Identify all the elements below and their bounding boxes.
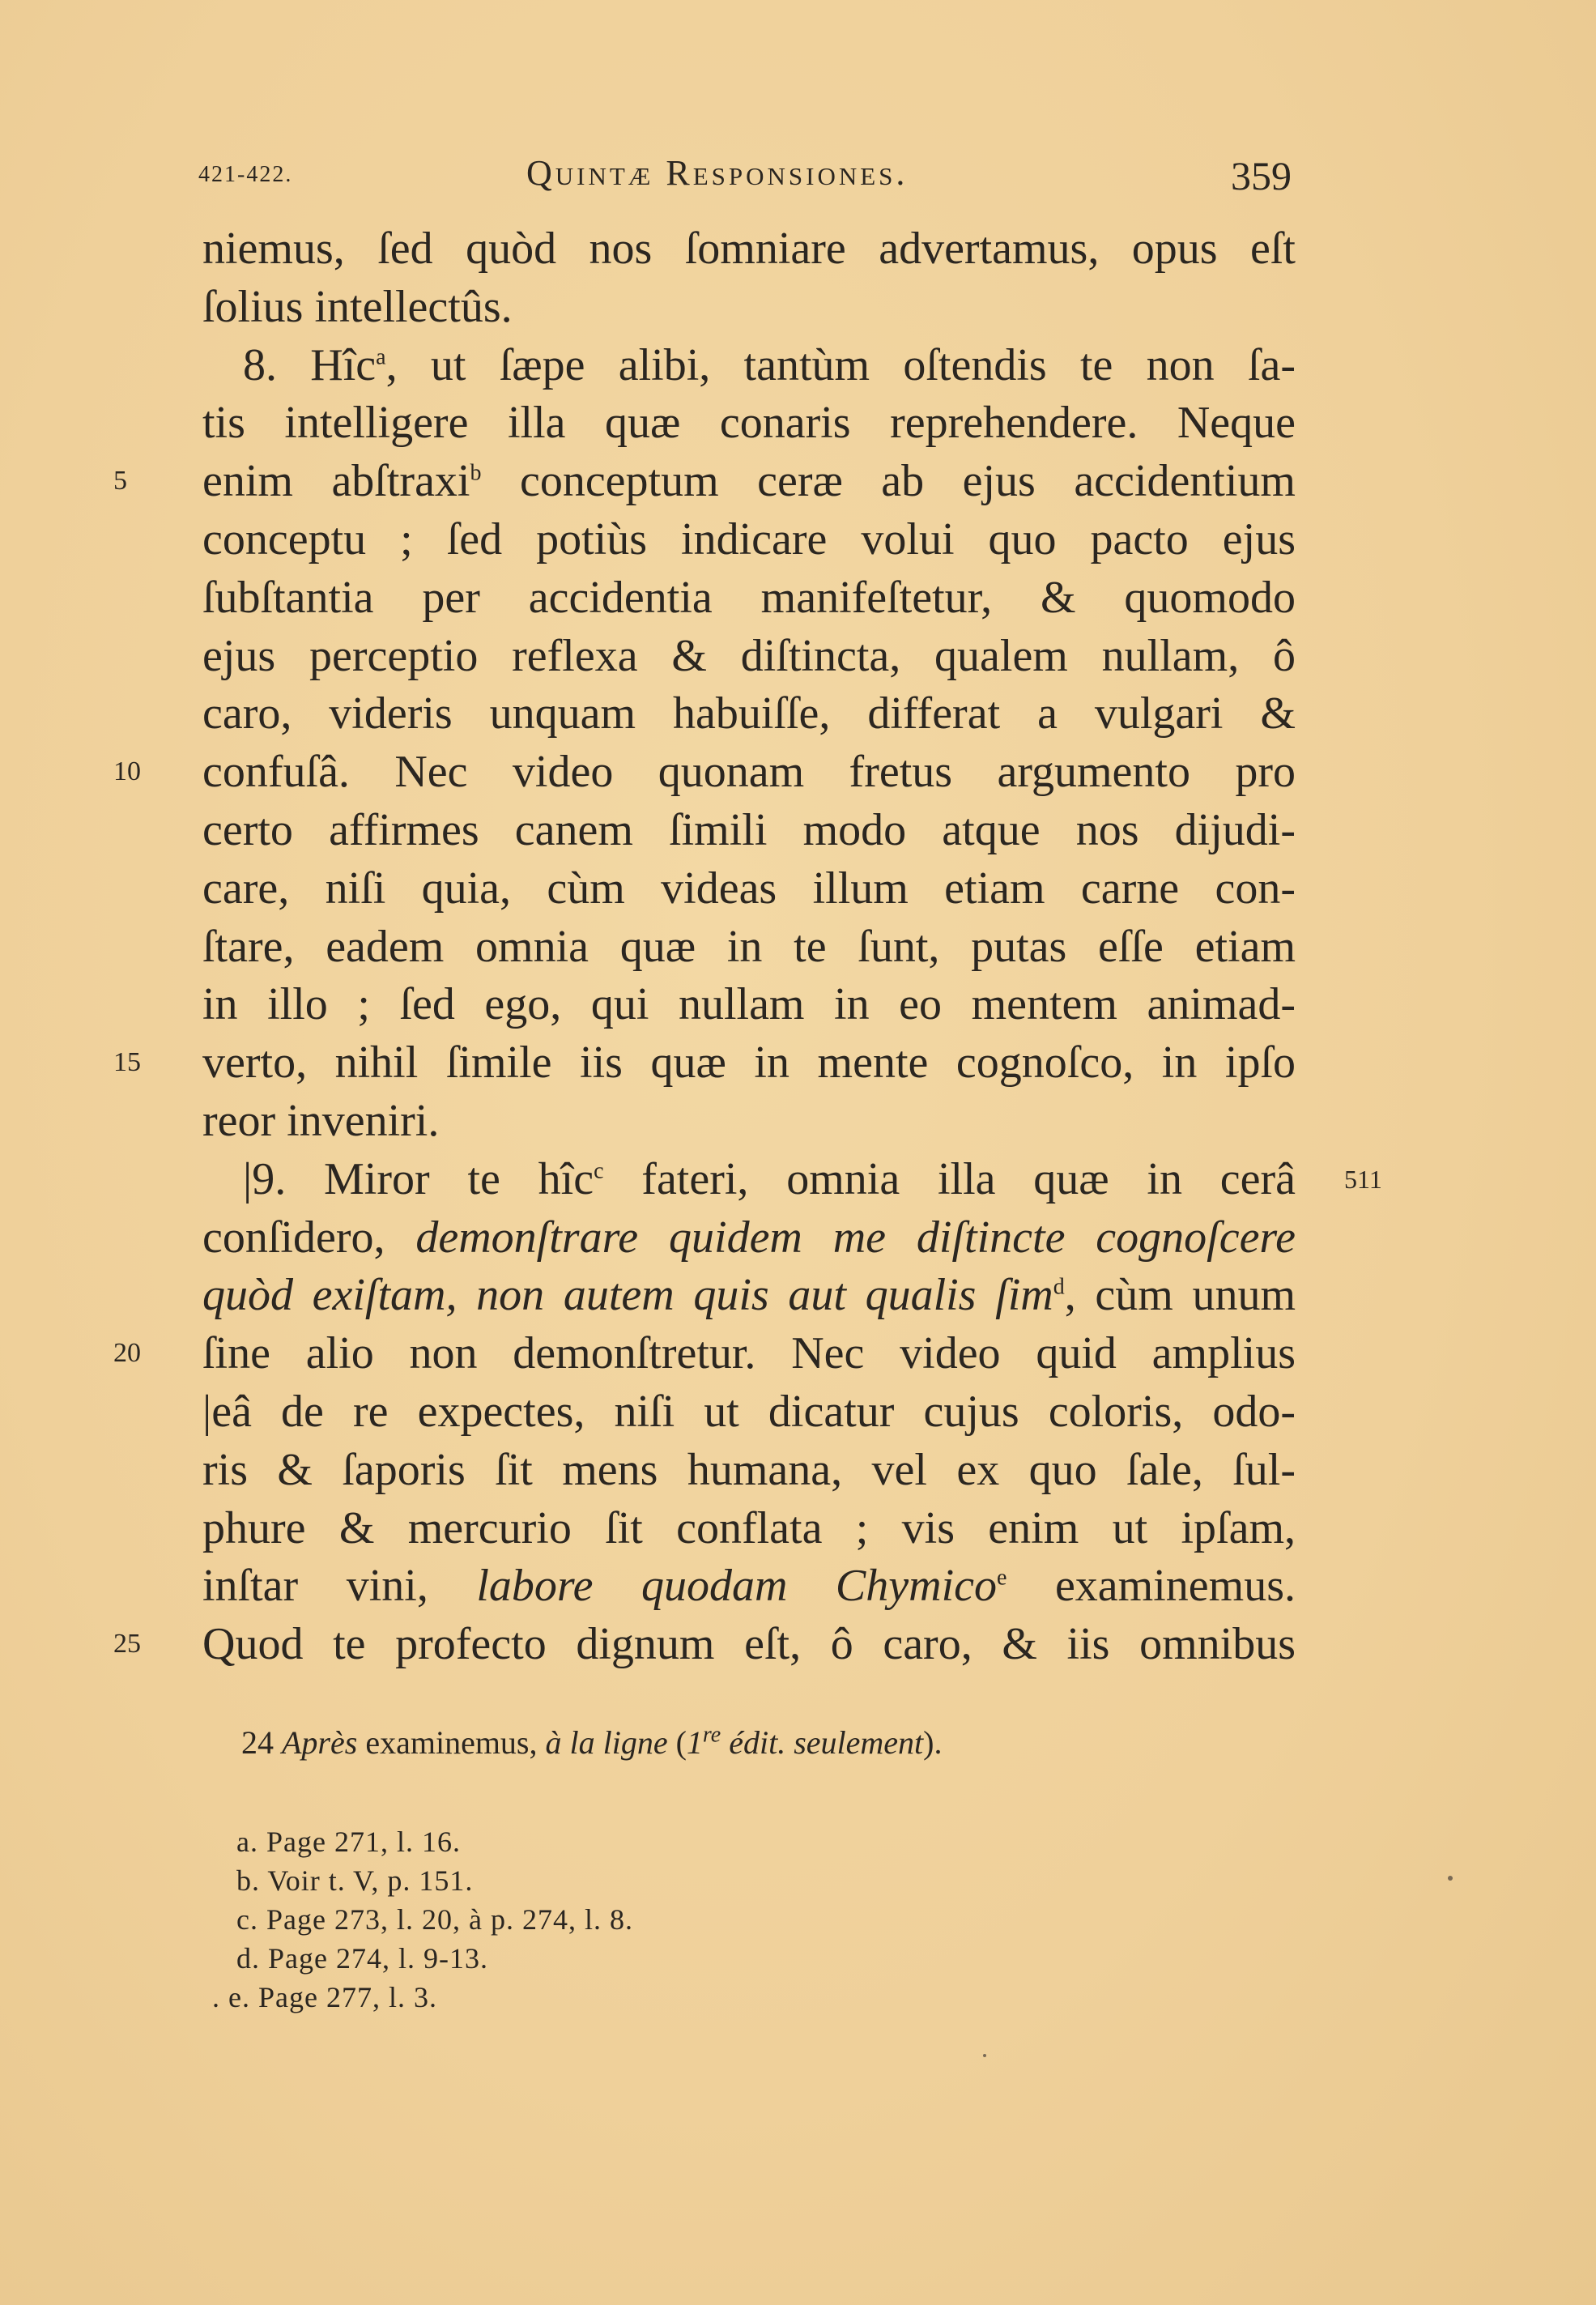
header-page-range: 421-422.	[198, 162, 293, 187]
variant-note: 24 Après examinemus, à la ligne (1re édit. seulement).	[241, 1722, 943, 1761]
running-header	[198, 152, 1292, 209]
footnote-b: b. Voir t. V, p. 151.	[236, 1864, 474, 1897]
text-line: certo affirmes canem ſimili modo atque nos dijudi-	[202, 805, 1296, 855]
line-number: 5	[113, 466, 127, 496]
text-line: ſine alio non demonſtretur. Nec video quid amplius	[202, 1328, 1296, 1378]
page-number: 359	[1231, 153, 1292, 198]
text-line: tis intelligere illa quæ conaris reprehendere. Neque	[202, 398, 1296, 448]
text-line: caro, videris unquam habuiſſe, differat a vulgari &	[202, 688, 1296, 739]
footnote-e: . e. Page 277, l. 3.	[212, 1981, 437, 2013]
text-line: in illo ; ſed ego, qui nullam in eo mentem animad-	[202, 979, 1296, 1029]
text-line: |9. Miror te hîc$^c$ fateri, omnia illa quæ in cerâ	[243, 1154, 1296, 1204]
footnote-d: d. Page 274, l. 9-13.	[236, 1942, 488, 1975]
text-line: verto, nihil ſimile iis quæ in mente cognoſco, in ipſo	[202, 1037, 1296, 1088]
text-line: conceptu ; ſed potiùs indicare volui quo pacto ejus	[202, 514, 1296, 565]
text-line: enim abſtraxi$^b$ conceptum ceræ ab ejus accidentium	[202, 456, 1296, 506]
text-line: ſubſtantia per accidentia manifeſtetur, & quomodo	[202, 573, 1296, 623]
text-line: confuſâ. Nec video quonam fretus argumento pro	[202, 747, 1296, 797]
line-number: 25	[113, 1629, 141, 1659]
text-line: care, niſi quia, cùm videas illum etiam carne con-	[202, 863, 1296, 914]
line-number: 20	[113, 1338, 141, 1368]
margin-reference: 511	[1344, 1165, 1382, 1194]
paper-speck	[983, 2054, 986, 2057]
footnote-a: a. Page 271, l. 16.	[236, 1826, 461, 1858]
text-line: ris & ſaporis ſit mens humana, vel ex quo ſale, ſul-	[202, 1445, 1296, 1495]
text-line: quòd exiſtam, non autem quis aut qualis ſim$^d$, cùm unum	[202, 1270, 1296, 1320]
text-line: ejus perceptio reflexa & diſtincta, qualem nullam, ô	[202, 631, 1296, 681]
line-number: 15	[113, 1047, 141, 1077]
header-title: Quintæ Responsiones.	[526, 153, 909, 193]
text-line: |eâ de re expectes, niſi ut dicatur cujus coloris, odo-	[202, 1387, 1296, 1437]
text-line: Quod te profecto dignum eſt, ô caro, & iis omnibus	[202, 1619, 1296, 1669]
line-number: 10	[113, 756, 141, 786]
text-line: ſtare, eadem omnia quæ in te ſunt, putas eſſe etiam	[202, 922, 1296, 972]
text-line: reor inveniri.	[202, 1096, 440, 1146]
footnote-c: c. Page 273, l. 20, à p. 274, l. 8.	[236, 1903, 633, 1936]
paper-speck	[1448, 1876, 1453, 1881]
text-line: ſolius intellectûs.	[202, 282, 513, 332]
text-line: niemus, ſed quòd nos ſomniare advertamus, opus eſt	[202, 224, 1296, 274]
text-line: conſidero, demonſtrare quidem me diſtincte cognoſcere	[202, 1212, 1296, 1263]
text-line: phure & mercurio ſit conflata ; vis enim ut ipſam,	[202, 1503, 1296, 1553]
text-line: 8. Hîc$^a$, ut ſæpe alibi, tantùm oſtendis te non ſa-	[243, 340, 1296, 390]
text-line: inſtar vini, labore quodam Chymico$^e$ examinemus.	[202, 1561, 1296, 1611]
